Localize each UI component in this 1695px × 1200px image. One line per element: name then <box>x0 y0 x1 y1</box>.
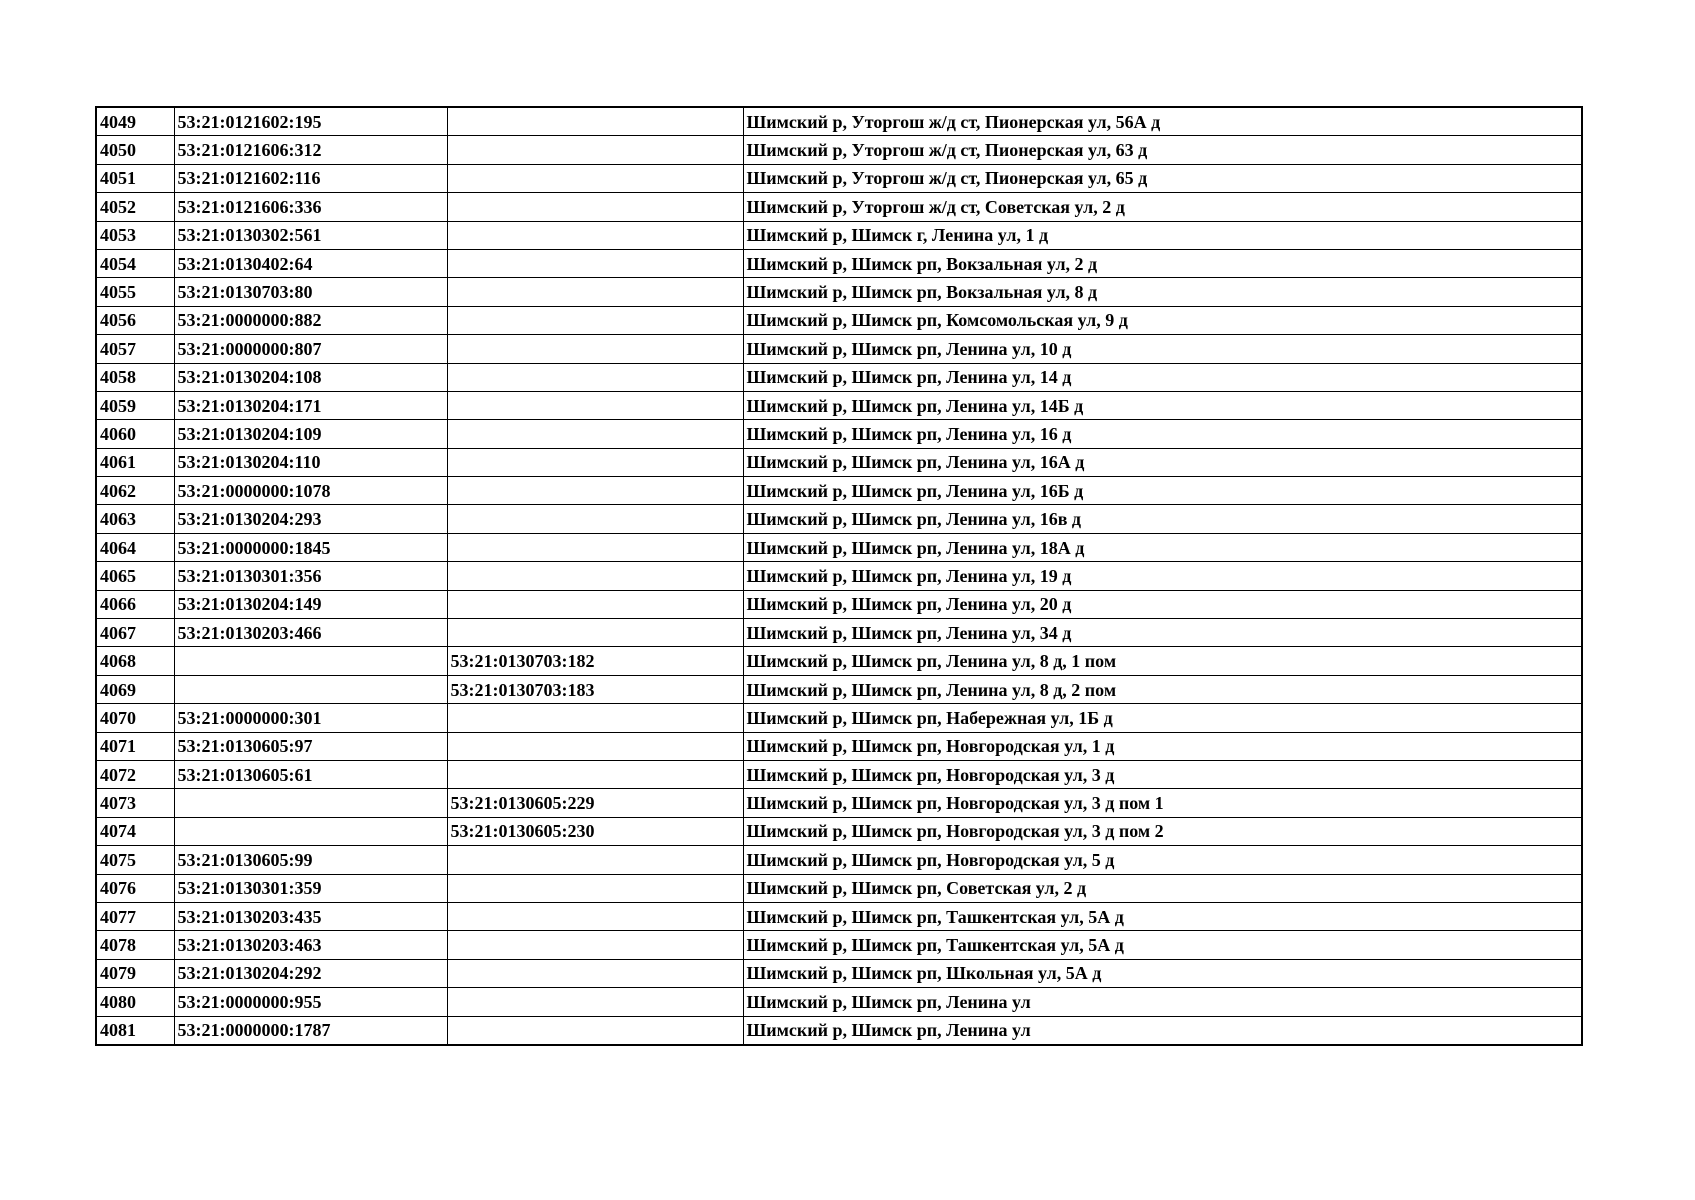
row-number-cell: 4052 <box>96 193 174 221</box>
table-row <box>96 221 1582 249</box>
address-cell: Шимский р, Шимск рп, Ленина ул, 14 д <box>743 363 1582 391</box>
row-number-cell: 4058 <box>96 363 174 391</box>
cadastral-number-cell: 53:21:0000000:1787 <box>174 1016 447 1045</box>
row-number-cell: 4049 <box>96 107 174 136</box>
address-cell: Шимский р, Шимск рп, Вокзальная ул, 2 д <box>743 249 1582 277</box>
cadastral-number-cell: 53:21:0121606:312 <box>174 136 447 164</box>
cadastral-number-cell <box>174 675 447 703</box>
row-number-cell: 4065 <box>96 562 174 590</box>
cadastral-number-cell: 53:21:0000000:955 <box>174 988 447 1016</box>
cadastral-number-cell <box>174 789 447 817</box>
premises-cadastral-number-cell <box>447 1016 743 1045</box>
table-row <box>96 732 1582 760</box>
row-number-cell: 4066 <box>96 590 174 618</box>
cadastral-number-cell: 53:21:0000000:301 <box>174 704 447 732</box>
table-row <box>96 477 1582 505</box>
table-row <box>96 335 1582 363</box>
row-number-cell: 4072 <box>96 760 174 788</box>
table-row <box>96 789 1582 817</box>
premises-cadastral-number-cell <box>447 136 743 164</box>
row-number-cell: 4081 <box>96 1016 174 1045</box>
address-cell: Шимский р, Шимск рп, Ленина ул, 10 д <box>743 335 1582 363</box>
premises-cadastral-number-cell: 53:21:0130703:182 <box>447 647 743 675</box>
address-cell: Шимский р, Шимск рп, Ленина ул <box>743 1016 1582 1045</box>
row-number-cell: 4071 <box>96 732 174 760</box>
cadastral-number-cell: 53:21:0130605:97 <box>174 732 447 760</box>
premises-cadastral-number-cell <box>447 760 743 788</box>
table-row <box>96 505 1582 533</box>
address-cell: Шимский р, Шимск рп, Новгородская ул, 3 д <box>743 760 1582 788</box>
row-number-cell: 4057 <box>96 335 174 363</box>
row-number-cell: 4075 <box>96 846 174 874</box>
table-row <box>96 278 1582 306</box>
address-cell: Шимский р, Шимск рп, Вокзальная ул, 8 д <box>743 278 1582 306</box>
premises-cadastral-number-cell: 53:21:0130605:230 <box>447 817 743 845</box>
table-row <box>96 448 1582 476</box>
table-row <box>96 760 1582 788</box>
address-cell: Шимский р, Шимск рп, Ленина ул, 34 д <box>743 619 1582 647</box>
address-cell: Шимский р, Шимск рп, Новгородская ул, 1 д <box>743 732 1582 760</box>
table-row <box>96 590 1582 618</box>
cadastral-number-cell: 53:21:0130204:292 <box>174 959 447 987</box>
cadastral-number-cell: 53:21:0130204:109 <box>174 420 447 448</box>
cadastral-number-cell: 53:21:0130301:359 <box>174 874 447 902</box>
row-number-cell: 4068 <box>96 647 174 675</box>
row-number-cell: 4079 <box>96 959 174 987</box>
premises-cadastral-number-cell <box>447 704 743 732</box>
premises-cadastral-number-cell <box>447 732 743 760</box>
premises-cadastral-number-cell <box>447 420 743 448</box>
address-cell: Шимский р, Шимск рп, Набережная ул, 1Б д <box>743 704 1582 732</box>
premises-cadastral-number-cell <box>447 249 743 277</box>
address-cell: Шимский р, Шимск рп, Ленина ул, 19 д <box>743 562 1582 590</box>
table-row <box>96 164 1582 192</box>
address-cell: Шимский р, Шимск рп, Комсомольская ул, 9 д <box>743 306 1582 334</box>
cadastral-number-cell: 53:21:0121606:336 <box>174 193 447 221</box>
row-number-cell: 4050 <box>96 136 174 164</box>
cadastral-number-cell: 53:21:0000000:1078 <box>174 477 447 505</box>
row-number-cell: 4069 <box>96 675 174 703</box>
cadastral-number-cell: 53:21:0000000:1845 <box>174 533 447 561</box>
premises-cadastral-number-cell <box>447 477 743 505</box>
table-row <box>96 846 1582 874</box>
table-row <box>96 306 1582 334</box>
address-cell: Шимский р, Шимск рп, Ленина ул, 18А д <box>743 533 1582 561</box>
table-row <box>96 704 1582 732</box>
table-row <box>96 817 1582 845</box>
cadastral-number-cell: 53:21:0130204:110 <box>174 448 447 476</box>
premises-cadastral-number-cell <box>447 619 743 647</box>
table-row <box>96 988 1582 1016</box>
table-row <box>96 363 1582 391</box>
table-row <box>96 391 1582 419</box>
table-row <box>96 136 1582 164</box>
premises-cadastral-number-cell <box>447 193 743 221</box>
premises-cadastral-number-cell: 53:21:0130605:229 <box>447 789 743 817</box>
property-register-table <box>95 106 1583 1046</box>
premises-cadastral-number-cell <box>447 221 743 249</box>
address-cell: Шимский р, Шимск рп, Ташкентская ул, 5А д <box>743 902 1582 930</box>
premises-cadastral-number-cell <box>447 846 743 874</box>
premises-cadastral-number-cell <box>447 931 743 959</box>
table-row <box>96 619 1582 647</box>
table-row <box>96 193 1582 221</box>
row-number-cell: 4056 <box>96 306 174 334</box>
cadastral-number-cell: 53:21:0130204:149 <box>174 590 447 618</box>
cadastral-number-cell: 53:21:0121602:195 <box>174 107 447 136</box>
premises-cadastral-number-cell <box>447 988 743 1016</box>
cadastral-number-cell: 53:21:0000000:807 <box>174 335 447 363</box>
premises-cadastral-number-cell: 53:21:0130703:183 <box>447 675 743 703</box>
premises-cadastral-number-cell <box>447 278 743 306</box>
premises-cadastral-number-cell <box>447 533 743 561</box>
address-cell: Шимский р, Шимск рп, Ленина ул, 16 д <box>743 420 1582 448</box>
cadastral-number-cell <box>174 817 447 845</box>
table-row <box>96 107 1582 136</box>
table-row <box>96 249 1582 277</box>
cadastral-number-cell: 53:21:0121602:116 <box>174 164 447 192</box>
row-number-cell: 4078 <box>96 931 174 959</box>
cadastral-number-cell: 53:21:0130204:293 <box>174 505 447 533</box>
premises-cadastral-number-cell <box>447 959 743 987</box>
cadastral-number-cell: 53:21:0130703:80 <box>174 278 447 306</box>
address-cell: Шимский р, Шимск рп, Новгородская ул, 3 д пом 2 <box>743 817 1582 845</box>
cadastral-number-cell: 53:21:0130605:99 <box>174 846 447 874</box>
table-row <box>96 675 1582 703</box>
premises-cadastral-number-cell <box>447 306 743 334</box>
row-number-cell: 4063 <box>96 505 174 533</box>
address-cell: Шимский р, Шимск рп, Ленина ул, 16в д <box>743 505 1582 533</box>
premises-cadastral-number-cell <box>447 363 743 391</box>
row-number-cell: 4054 <box>96 249 174 277</box>
cadastral-number-cell: 53:21:0130301:356 <box>174 562 447 590</box>
row-number-cell: 4055 <box>96 278 174 306</box>
address-cell: Шимский р, Шимск рп, Ленина ул, 20 д <box>743 590 1582 618</box>
cadastral-number-cell: 53:21:0130204:108 <box>174 363 447 391</box>
address-cell: Шимский р, Шимск рп, Школьная ул, 5А д <box>743 959 1582 987</box>
address-cell: Шимский р, Шимск рп, Новгородская ул, 3 д пом 1 <box>743 789 1582 817</box>
row-number-cell: 4070 <box>96 704 174 732</box>
cadastral-number-cell: 53:21:0000000:882 <box>174 306 447 334</box>
cadastral-number-cell <box>174 647 447 675</box>
premises-cadastral-number-cell <box>447 590 743 618</box>
row-number-cell: 4060 <box>96 420 174 448</box>
cadastral-number-cell: 53:21:0130605:61 <box>174 760 447 788</box>
cadastral-number-cell: 53:21:0130204:171 <box>174 391 447 419</box>
table-row <box>96 533 1582 561</box>
premises-cadastral-number-cell <box>447 562 743 590</box>
premises-cadastral-number-cell <box>447 164 743 192</box>
address-cell: Шимский р, Шимск рп, Ленина ул, 14Б д <box>743 391 1582 419</box>
address-cell: Шимский р, Шимск рп, Ленина ул, 16А д <box>743 448 1582 476</box>
table-row <box>96 874 1582 902</box>
premises-cadastral-number-cell <box>447 107 743 136</box>
row-number-cell: 4074 <box>96 817 174 845</box>
premises-cadastral-number-cell <box>447 391 743 419</box>
row-number-cell: 4061 <box>96 448 174 476</box>
address-cell: Шимский р, Шимск рп, Советская ул, 2 д <box>743 874 1582 902</box>
table-body <box>96 107 1582 1045</box>
address-cell: Шимский р, Шимск рп, Ленина ул, 16Б д <box>743 477 1582 505</box>
address-cell: Шимский р, Уторгош ж/д ст, Пионерская ул, 63 д <box>743 136 1582 164</box>
row-number-cell: 4051 <box>96 164 174 192</box>
premises-cadastral-number-cell <box>447 335 743 363</box>
address-cell: Шимский р, Шимск г, Ленина ул, 1 д <box>743 221 1582 249</box>
table-row <box>96 959 1582 987</box>
table-row <box>96 420 1582 448</box>
address-cell: Шимский р, Шимск рп, Ташкентская ул, 5А д <box>743 931 1582 959</box>
row-number-cell: 4062 <box>96 477 174 505</box>
premises-cadastral-number-cell <box>447 902 743 930</box>
cadastral-number-cell: 53:21:0130203:435 <box>174 902 447 930</box>
address-cell: Шимский р, Уторгош ж/д ст, Пионерская ул, 65 д <box>743 164 1582 192</box>
row-number-cell: 4053 <box>96 221 174 249</box>
row-number-cell: 4059 <box>96 391 174 419</box>
premises-cadastral-number-cell <box>447 874 743 902</box>
table-row <box>96 902 1582 930</box>
address-cell: Шимский р, Уторгош ж/д ст, Советская ул, 2 д <box>743 193 1582 221</box>
address-cell: Шимский р, Шимск рп, Ленина ул <box>743 988 1582 1016</box>
row-number-cell: 4080 <box>96 988 174 1016</box>
table-row <box>96 1016 1582 1045</box>
cadastral-number-cell: 53:21:0130302:561 <box>174 221 447 249</box>
cadastral-number-cell: 53:21:0130203:466 <box>174 619 447 647</box>
premises-cadastral-number-cell <box>447 505 743 533</box>
row-number-cell: 4064 <box>96 533 174 561</box>
cadastral-number-cell: 53:21:0130203:463 <box>174 931 447 959</box>
table-row <box>96 647 1582 675</box>
row-number-cell: 4077 <box>96 902 174 930</box>
premises-cadastral-number-cell <box>447 448 743 476</box>
address-cell: Шимский р, Уторгош ж/д ст, Пионерская ул, 56А д <box>743 107 1582 136</box>
cadastral-number-cell: 53:21:0130402:64 <box>174 249 447 277</box>
row-number-cell: 4067 <box>96 619 174 647</box>
row-number-cell: 4076 <box>96 874 174 902</box>
table-row <box>96 931 1582 959</box>
table-row <box>96 562 1582 590</box>
address-cell: Шимский р, Шимск рп, Новгородская ул, 5 д <box>743 846 1582 874</box>
address-cell: Шимский р, Шимск рп, Ленина ул, 8 д, 2 пом <box>743 675 1582 703</box>
address-cell: Шимский р, Шимск рп, Ленина ул, 8 д, 1 пом <box>743 647 1582 675</box>
row-number-cell: 4073 <box>96 789 174 817</box>
